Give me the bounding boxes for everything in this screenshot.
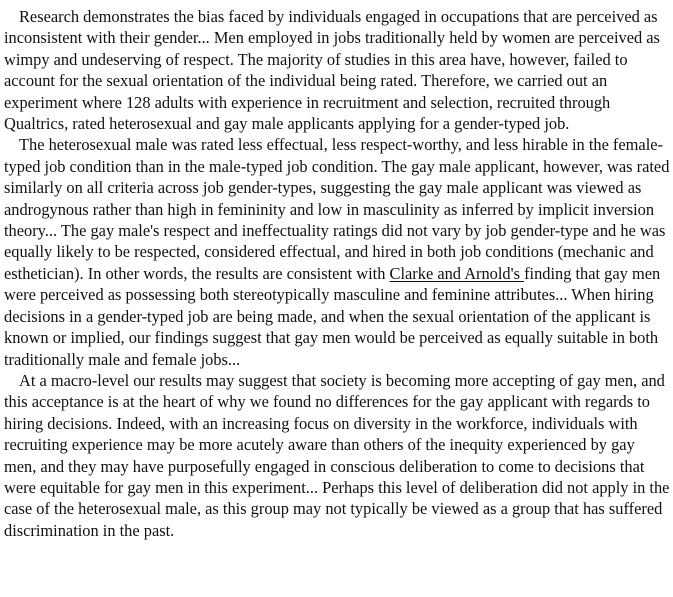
paragraph-3-text: At a macro-level our results may suggest that society is becoming more accepting of gay men, and this acceptance is at the heart of why we found no differences for the gay applicant with regards to hiring decisions. Indeed, with an increasing focus on diversity in the workforce, individuals with recruiting experience may be more acutely aware than others of the inequity experienced by gay men, and they may have purposefully engaged in conscious deliberation to come to decisions that were equitable for gay men in this experiment... Perhaps this level of deliberation did not apply in the case of the heterosexual male, as this group may not typically be viewed as a group that has suffered discrimination in the past. <box>4 370 670 540</box>
citation-link-clarke-arnold[interactable]: Clarke and Arnold's <box>389 263 525 283</box>
paragraph-3 <box>4 370 670 541</box>
paragraph-2 <box>4 134 670 369</box>
paragraph-1-text: Research demonstrates the bias faced by individuals engaged in occupations that are perceived as inconsistent with their gender... Men employed in jobs traditionally held by women are perceived as wimpy and undeserving of respect. The majority of studies in this area have, however, failed to account for the sexual orientation of the individual being rated. Therefore, we carried out an experiment where 128 adults with experience in recruitment and selection, recruited through Qualtrics, rated heterosexual and gay male applicants applying for a gender-typed job. <box>4 7 660 134</box>
paragraph-2-text-end: finding that gay men were perceived as possessing both stereotypically masculine and feminine attributes... When hiring decisions in a gender-typed job are being made, and when the sexual orientation of the applicant is known or implied, our findings suggest that gay men would be perceived as equally suitable in both traditionally male and female jobs... <box>4 263 661 369</box>
document-body <box>4 6 670 541</box>
paragraph-1 <box>4 6 670 134</box>
paragraph-2-text-start: The heterosexual male was rated less effectual, less respect-worthy, and less hirable in the female-typed job condition than in the male-typed job condition. The gay male applicant, however, was rated similarly on all criteria across job gender-types, suggesting the gay male applicant was viewed as androgynous rather than high in femininity and low in masculinity as inferred by implicit inversion theory... The gay male's respect and ineffectuality ratings did not vary by job gender-type and he was equally likely to be respected, considered effectual, and hired in both job conditions (mechanic and esthetician). In other words, the results are consistent with <box>4 135 670 283</box>
